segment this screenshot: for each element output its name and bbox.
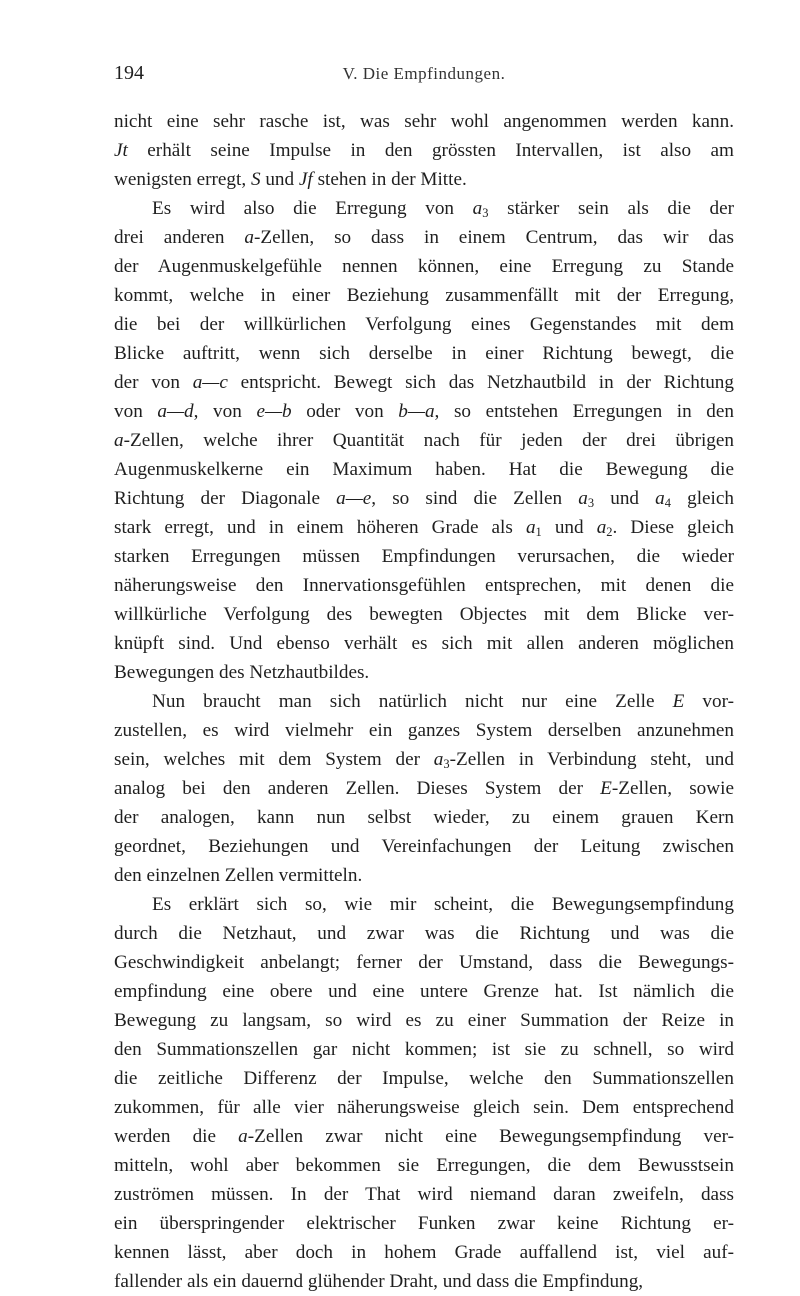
text-line: fallender als ein dauernd glühender Draht, und dass die Empfindung, bbox=[114, 1271, 644, 1292]
paragraph bbox=[114, 890, 734, 1296]
text-line: zuströmen müssen. In der That wird niemand daran zweifeln, dass bbox=[114, 1184, 734, 1205]
text-line: der analogen, kann nun selbst wieder, zu einem grauen Kern bbox=[114, 807, 734, 828]
text-line: Blicke auftritt, wenn sich derselbe in einer Richtung bewegt, die bbox=[114, 343, 734, 364]
text-line: zustellen, es wird vielmehr ein ganzes System derselben anzunehmen bbox=[114, 720, 734, 741]
text-line: die bei der willkürlichen Verfolgung eines Gegenstandes mit dem bbox=[114, 314, 734, 335]
text-line: Bewegung zu langsam, so wird es zu einer Summation der Reize in bbox=[114, 1010, 734, 1031]
running-head: V. Die Empfindungen. bbox=[342, 64, 506, 83]
text-line: von a—d, von e—b oder von b—a, so entstehen Erregungen in den bbox=[114, 401, 734, 422]
text-line: der von a—c entspricht. Bewegt sich das Netzhautbild in der Richtung bbox=[114, 372, 734, 393]
text-line: wenigsten erregt, S und Jf stehen in der Mitte. bbox=[114, 169, 467, 190]
text-line: Nun braucht man sich natürlich nicht nur eine Zelle E vor- bbox=[152, 691, 734, 712]
text-line: geordnet, Beziehungen und Vereinfachungen der Leitung zwischen bbox=[114, 836, 734, 857]
text-line: sein, welches mit dem System der $a_3$-Zellen in Verbindung steht, und bbox=[114, 749, 734, 772]
text-line: zukommen, für alle vier näherungsweise gleich sein. Dem entsprechend bbox=[114, 1097, 734, 1118]
text-line: kommt, welche in einer Beziehung zusammenfällt mit der Erregung, bbox=[114, 285, 734, 306]
body-text bbox=[114, 107, 734, 1296]
text-line: a-Zellen, welche ihrer Quantität nach für jeden der drei übrigen bbox=[114, 430, 734, 451]
text-line: durch die Netzhaut, und zwar was die Richtung und was die bbox=[114, 923, 734, 944]
text-line: Es wird also die Erregung von $a_3$ stärker sein als die der bbox=[152, 198, 734, 221]
text-line: knüpft sind. Und ebenso verhält es sich mit allen anderen möglichen bbox=[114, 633, 734, 654]
text-line: die zeitliche Differenz der Impulse, welche den Summationszellen bbox=[114, 1068, 734, 1089]
paragraph bbox=[114, 687, 734, 890]
text-line: ein überspringender elektrischer Funken zwar keine Richtung er- bbox=[114, 1213, 734, 1234]
paragraph bbox=[114, 107, 734, 194]
text-line: stark erregt, und in einem höheren Grade als $a_1$ und $a_2$. Diese gleich bbox=[114, 517, 734, 540]
text-line: Richtung der Diagonale a—e, so sind die Zellen $a_3$ und $a_4$ gleich bbox=[114, 488, 734, 511]
text-line: mitteln, wohl aber bekommen sie Erregungen, die dem Bewusstsein bbox=[114, 1155, 734, 1176]
text-line: den einzelnen Zellen vermitteln. bbox=[114, 865, 363, 886]
text-line: näherungsweise den Innervationsgefühlen entsprechen, mit denen die bbox=[114, 575, 734, 596]
text-line: Geschwindigkeit anbelangt; ferner der Umstand, dass die Bewegungs- bbox=[114, 952, 734, 973]
text-line: Augenmuskelkerne ein Maximum haben. Hat die Bewegung die bbox=[114, 459, 734, 480]
page-number: 194 bbox=[114, 62, 144, 84]
text-line: kennen lässt, aber doch in hohem Grade auffallend ist, viel auf- bbox=[114, 1242, 734, 1263]
text-line: starken Erregungen müssen Empfindungen verursachen, die wieder bbox=[114, 546, 734, 567]
text-line: nicht eine sehr rasche ist, was sehr wohl angenommen werden kann. bbox=[114, 111, 734, 132]
text-line: den Summationszellen gar nicht kommen; ist sie zu schnell, so wird bbox=[114, 1039, 734, 1060]
text-line: analog bei den anderen Zellen. Dieses System der E-Zellen, sowie bbox=[114, 778, 734, 799]
text-line: Bewegungen des Netzhautbildes. bbox=[114, 662, 370, 683]
text-line: Es erklärt sich so, wie mir scheint, die Bewegungsempfindung bbox=[152, 894, 734, 915]
page-header bbox=[114, 62, 734, 86]
text-line: drei anderen a-Zellen, so dass in einem Centrum, das wir das bbox=[114, 227, 734, 248]
text-line: empfindung eine obere und eine untere Grenze hat. Ist nämlich die bbox=[114, 981, 734, 1002]
text-line: willkürliche Verfolgung des bewegten Objectes mit dem Blicke ver- bbox=[114, 604, 734, 625]
text-line: werden die a-Zellen zwar nicht eine Bewegungsempfindung ver- bbox=[114, 1126, 734, 1147]
text-line: Jt erhält seine Impulse in den grössten Intervallen, ist also am bbox=[114, 140, 734, 161]
text-line: der Augenmuskelgefühle nennen können, eine Erregung zu Stande bbox=[114, 256, 734, 277]
paragraph bbox=[114, 194, 734, 687]
